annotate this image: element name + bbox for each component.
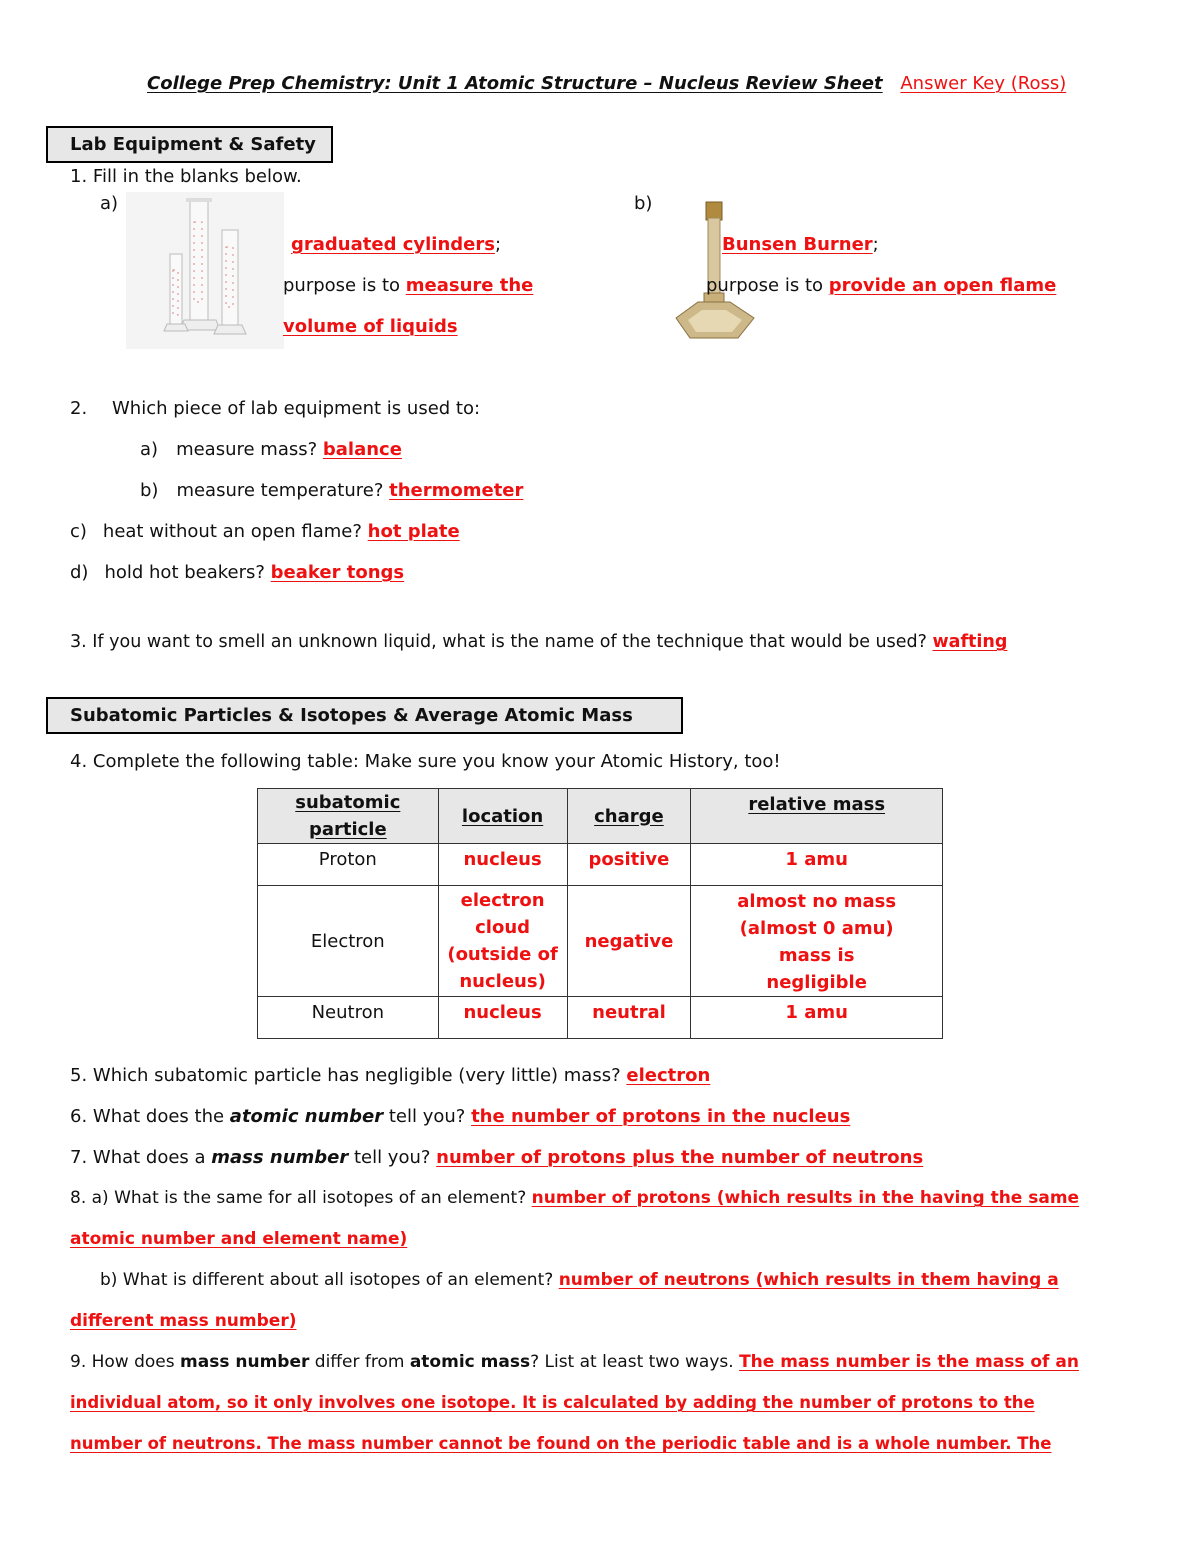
q7: 7. What does a mass number tell you? number of protons plus the number of neutrons <box>70 1147 924 1168</box>
q1-prompt: 1. Fill in the blanks below. <box>70 166 302 187</box>
header-cell: subatomic particle <box>258 789 439 844</box>
q2-item-a: a) measure mass? balance <box>140 439 402 460</box>
table-row: Neutron nucleus neutral 1 amu <box>258 997 943 1039</box>
q8-a: 8. a) What is the same for all isotopes of an element? number of protons (which results in the having the same <box>70 1188 1080 1208</box>
q1-a-answer-name: graduated cylinders; <box>291 234 502 255</box>
title-text: College Prep Chemistry: Unit 1 Atomic Structure – Nucleus Review Sheet <box>147 73 883 94</box>
q9-cont-1: individual atom, so it only involves one isotope. It is calculated by adding the number of protons to the <box>70 1393 1035 1412</box>
answer-key-label: Answer Key (Ross) <box>900 73 1067 94</box>
section-title: Lab Equipment & Safety <box>70 134 316 155</box>
q9: 9. How does mass number differ from atomic mass? List at least two ways. The mass number is the mass of an <box>70 1352 1079 1372</box>
q4-prompt: 4. Complete the following table: Make sure you know your Atomic History, too! <box>70 751 781 772</box>
q5: 5. Which subatomic particle has negligible (very little) mass? electron <box>70 1065 711 1086</box>
q1-b-purpose: purpose is to provide an open flame <box>706 275 1057 296</box>
q1-a-label: a) <box>100 193 119 214</box>
header-cell: location <box>438 789 567 844</box>
table-row: Electron electron cloud (outside of nucleus) negative almost no mass (almost 0 amu) mass is negligible <box>258 886 943 997</box>
q2-item-b: b) measure temperature? thermometer <box>140 480 524 501</box>
bunsen-burner-image <box>668 198 760 346</box>
q1-a-purpose: purpose is to measure the <box>283 275 534 296</box>
q2-prompt: Which piece of lab equipment is used to: <box>112 398 481 419</box>
section-subatomic-particles <box>46 697 683 734</box>
q2-item-d: d) hold hot beakers? beaker tongs <box>70 562 405 583</box>
section-title: Subatomic Particles & Isotopes & Average Atomic Mass <box>70 705 633 726</box>
q1-a-purpose-cont: volume of liquids <box>283 316 458 337</box>
q1-b-answer-name: Bunsen Burner; <box>722 234 879 255</box>
table-row: Proton nucleus positive 1 amu <box>258 844 943 886</box>
q8-b: b) What is different about all isotopes of an element? number of neutrons (which results in them having a <box>100 1270 1059 1290</box>
q1-b-label: b) <box>634 193 653 214</box>
q2-item-c: c) heat without an open flame? hot plate <box>70 521 460 542</box>
subatomic-particle-table <box>257 788 943 1039</box>
q9-cont-2: number of neutrons. The mass number cannot be found on the periodic table and is a whole number. The <box>70 1434 1052 1453</box>
section-lab-equipment <box>46 126 333 163</box>
header-cell: charge <box>567 789 691 844</box>
q6: 6. What does the atomic number tell you? the number of protons in the nucleus <box>70 1106 851 1127</box>
q3: 3. If you want to smell an unknown liquid, what is the name of the technique that would be used? wafting <box>70 632 1008 652</box>
q2-number: 2. <box>70 398 88 419</box>
header-cell: relative mass <box>691 789 943 844</box>
page-title <box>147 73 1066 94</box>
graduated-cylinders-image <box>126 192 284 349</box>
q8-a-cont: atomic number and element name) <box>70 1229 408 1249</box>
q8-b-cont: different mass number) <box>70 1311 297 1331</box>
